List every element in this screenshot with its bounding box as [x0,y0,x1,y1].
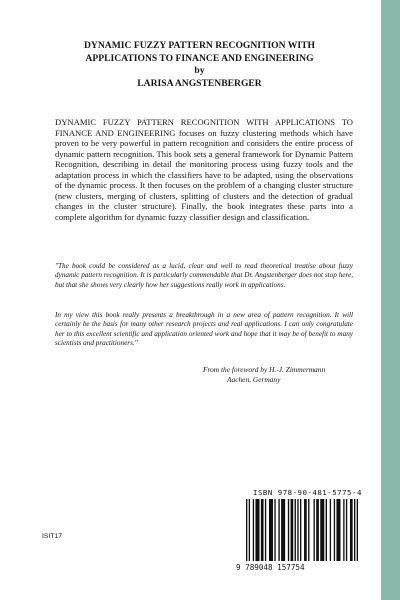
barcode-bar [354,499,355,561]
barcode-bar [314,499,315,561]
isbn-barcode [244,499,358,563]
barcode-bar [336,499,340,561]
barcode-bar [246,499,247,561]
barcode-bar [316,499,319,561]
barcode-bar [291,499,294,561]
foreword-quote-1: "The book could be considered as a lucid, clear and well to read theoretical treatise about fuzzy dynamic pattern recognition. It is particularly commendable that Dr. Angstenberger does not stop here, but that she shows very clearly how her suggestions really work in applications. [55,262,353,289]
barcode-bar [343,499,344,561]
barcode-bar [281,499,285,561]
barcode-bar [295,499,296,561]
barcode-bar [278,499,279,561]
cover-spine-edge [381,0,400,600]
barcode-bar [326,499,327,561]
barcode-bar [253,499,254,561]
barcode-bar [300,499,301,561]
barcode-bar [304,499,307,561]
attribution-location: Aachen, Germany [227,374,281,384]
book-title-line-1: DYNAMIC FUZZY PATTERN RECOGNITION WITH [84,40,315,51]
barcode-bar [346,499,347,561]
barcode-bar [330,499,331,561]
book-title-line-2: APPLICATIONS TO FINANCE AND ENGINEERING [85,52,314,64]
barcode-bar [320,499,324,561]
barcode-bar [255,499,259,561]
barcode-bar [297,499,298,561]
barcode-bar [274,499,275,561]
barcode-digits: 9 789048 157754 [236,563,305,572]
barcode-bar [249,499,250,561]
attribution-author: From the foreword by H.-J. Zimmermann [203,365,326,374]
foreword-attribution [203,365,353,384]
barcode-bar [308,499,309,561]
book-description: DYNAMIC FUZZY PATTERN RECOGNITION WITH APPLICATIONS TO FINANCE AND ENGINEERING focuses on fuzzy clustering methods which have proven to be very powerful in pattern recognition and considers the entire process of dynamic pattern recognition. This book sets a general framework for Dynamic Pattern Recognition, describing in detail the monitoring process using fuzzy tools and the adaptation process in which the classifiers have to be adapted, using the observations of the dynamic process. It then focuses on the problem of a changing cluster structure (new clusters, merging of clusters, splitting of clusters and the detection of gradual changes in the cluster structure). Finally, the book integrates these parts into a complete algorithm for dynamic fuzzy classifier design and classification. [55,117,353,222]
barcode-bar [261,499,264,561]
cover-header [42,40,357,90]
barcode-bar [350,499,353,561]
series-code: ISIT17 [42,533,63,540]
barcode-bar [269,499,273,561]
barcode-bar [288,499,289,561]
isbn-label: ISBN 978-90-481-5775-4 [253,488,362,497]
foreword-quote-2: In my view this book really presents a breakthrough in a new area of pattern recognition. It will certainly be the basis for many other research projects and real applications. I can only congratulate her to this excellent scientific and application oriented work and hope that it may be of benefit to many scientists and practitioners." [55,311,353,347]
barcode-bar [265,499,266,561]
barcode-bar [357,499,358,561]
by-label: by [194,65,205,77]
barcode-bar [334,499,335,561]
author-name: LARISA ANGSTENBERGER [137,77,262,89]
